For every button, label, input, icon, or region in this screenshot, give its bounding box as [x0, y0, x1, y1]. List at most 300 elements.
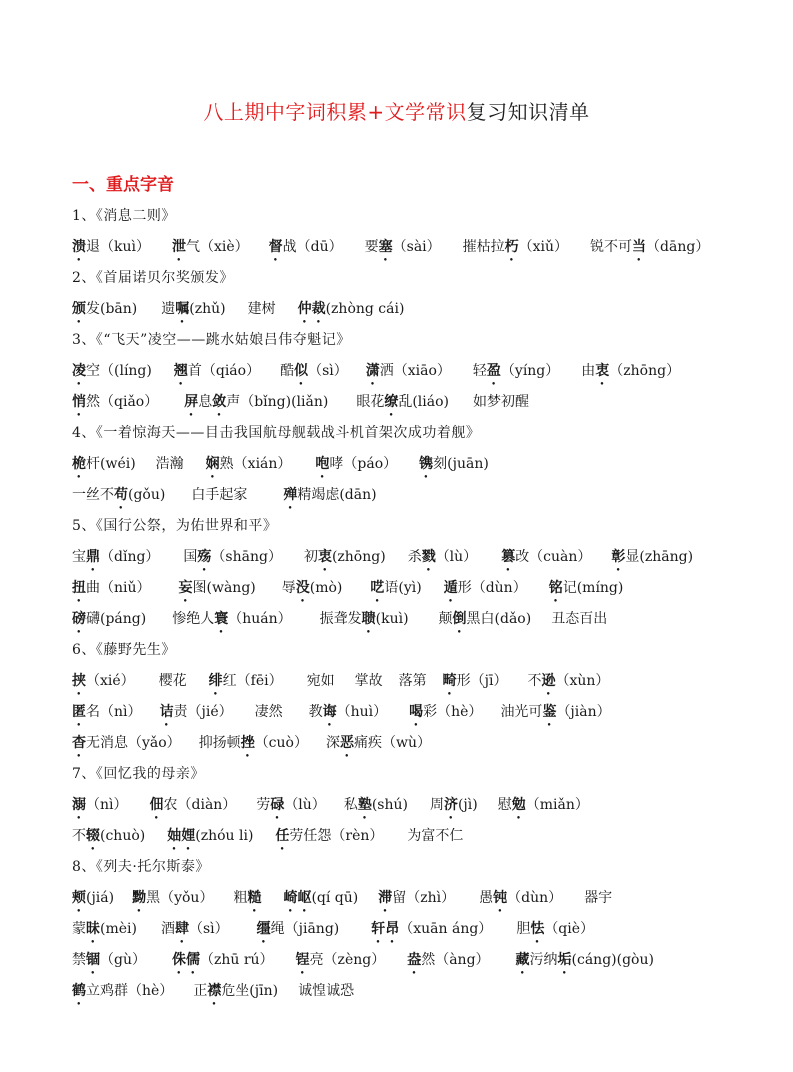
- key-character: 鉴: [542, 704, 557, 720]
- section-heading: 一、重点字音: [72, 175, 174, 195]
- key-character: 铭: [548, 580, 563, 596]
- key-character: 塾: [357, 797, 372, 813]
- item-text: （qiè）: [544, 921, 595, 937]
- key-character: 呓: [370, 580, 385, 596]
- item-text: 劳: [256, 797, 271, 813]
- item-text: 刻(juān): [433, 456, 489, 472]
- item-text: （xié）: [86, 673, 135, 689]
- vocabulary-item: [150, 790, 237, 821]
- vocabulary-row: [72, 542, 762, 573]
- vocabulary-item: [399, 666, 427, 697]
- key-character: 昂: [385, 921, 400, 937]
- vocabulary-item: [72, 387, 158, 418]
- item-text: (zhóu li): [195, 828, 254, 844]
- item-text: 立鸡群（hè）: [86, 983, 174, 999]
- item-text: 杀: [407, 549, 422, 565]
- key-character: 鹤: [72, 983, 86, 999]
- key-character: 潇: [365, 363, 380, 379]
- vocabulary-item: [298, 976, 354, 1007]
- item-text: （nì）: [86, 797, 128, 813]
- item-text: （zhū rú）: [199, 952, 274, 968]
- key-character: 喝: [409, 704, 424, 720]
- item-text: (qí qū): [311, 890, 359, 906]
- vocabulary-item: [320, 604, 409, 635]
- vocabulary-row: [72, 666, 762, 697]
- vocabulary-item: [255, 697, 283, 728]
- vocabulary-item: [296, 945, 386, 976]
- item-text: （gù）: [100, 952, 146, 968]
- item-text: 绳（jiāng): [270, 921, 340, 937]
- item-text: (cáng)(gòu): [571, 952, 654, 968]
- vocabulary-item: [72, 790, 128, 821]
- item-text: 留（zhì）: [392, 890, 456, 906]
- key-character: 屏: [184, 394, 199, 410]
- key-character: 衷: [317, 549, 332, 565]
- item-text: 正: [193, 983, 208, 999]
- vocabulary-item: [473, 356, 559, 387]
- item-text: 建树: [247, 301, 276, 317]
- item-text: 凄然: [254, 704, 283, 720]
- vocabulary-item: [191, 480, 247, 511]
- item-text: （miǎn）: [525, 797, 589, 813]
- vocabulary-row: [72, 883, 762, 914]
- item-text: (kuì): [375, 611, 409, 627]
- key-character: 仲裁: [297, 301, 326, 317]
- item-text: 浩瀚: [155, 456, 184, 472]
- item-text: 战（dū）: [282, 239, 343, 255]
- vocabulary-item: [72, 294, 137, 325]
- vocabulary-item: [371, 914, 492, 945]
- item-text: 曲（niǔ）: [86, 580, 151, 596]
- item-text: 痛疾（wù）: [353, 735, 431, 751]
- key-character: 殚: [283, 487, 298, 503]
- vocabulary-row: [72, 387, 762, 418]
- item-text: 摧枯拉: [462, 239, 505, 255]
- item-text: 图(wàng): [192, 580, 256, 596]
- item-text: 粗: [233, 890, 248, 906]
- item-text: 发(bān): [86, 301, 138, 317]
- vocabulary-item: [549, 573, 624, 604]
- key-character: 朽: [504, 239, 519, 255]
- vocabulary-item: [282, 573, 343, 604]
- vocabulary-item: [72, 542, 159, 573]
- item-text: (zhǔ): [189, 301, 226, 317]
- vocabulary-item: [498, 790, 589, 821]
- key-character: 妯娌: [167, 828, 196, 844]
- item-text: 要: [364, 239, 379, 255]
- vocabulary-item: [479, 883, 562, 914]
- item-text: 记(míng): [562, 580, 624, 596]
- item-text: 宛如: [306, 673, 335, 689]
- key-character: 匿: [72, 704, 86, 720]
- key-character: 肆: [174, 921, 189, 937]
- item-text: 礴(páng): [86, 611, 147, 627]
- key-character: 盈: [486, 363, 501, 379]
- vocabulary-item: [184, 387, 328, 418]
- vocabulary-item: [430, 790, 478, 821]
- vocabulary-item: [72, 604, 146, 635]
- vocabulary-item: [72, 728, 181, 759]
- vocabulary-item: [443, 666, 508, 697]
- item-text: 深: [325, 735, 340, 751]
- item-text: 危坐(jīn): [221, 983, 279, 999]
- item-text: 乱(liáo): [398, 394, 449, 410]
- item-text: 黑白(dǎo): [466, 611, 532, 627]
- key-character: 襟: [207, 983, 222, 999]
- item-text: 胆: [516, 921, 531, 937]
- item-text: 颠: [438, 611, 453, 627]
- item-text: （xùn）: [555, 673, 610, 689]
- item-text: (jì): [457, 797, 478, 813]
- key-character: 垢: [557, 952, 572, 968]
- item-text: 杆(wéi): [86, 456, 136, 472]
- item-text: （shāng）: [211, 549, 282, 565]
- key-character: 颊: [72, 890, 86, 906]
- vocabulary-item: [172, 232, 249, 263]
- vocabulary-item: [193, 976, 278, 1007]
- vocabulary-row: [72, 790, 762, 821]
- item-text: （jiàn）: [556, 704, 611, 720]
- key-character: 戮: [421, 549, 436, 565]
- key-character: 佃: [149, 797, 164, 813]
- item-text: （lù）: [435, 549, 478, 565]
- key-character: 侏儒: [171, 952, 200, 968]
- vocabulary-item: [179, 573, 256, 604]
- vocabulary-row: [72, 449, 762, 480]
- item-text: 樱花: [158, 673, 187, 689]
- vocabulary-item: [407, 945, 489, 976]
- lesson-heading: 5、《国行公祭，为佑世界和平》: [72, 518, 278, 534]
- key-character: 凌: [72, 363, 86, 379]
- key-character: 殇: [197, 549, 212, 565]
- vocabulary-item: [439, 604, 532, 635]
- vocabulary-item: [500, 697, 610, 728]
- key-character: 绯: [208, 673, 223, 689]
- vocabulary-item: [256, 790, 326, 821]
- item-text: （cuò）: [254, 735, 308, 751]
- key-character: 滞: [378, 890, 393, 906]
- item-text: 白手起家: [191, 487, 248, 503]
- vocabulary-item: [366, 356, 451, 387]
- item-text: （xiǔ）: [518, 239, 569, 255]
- title-highlight: 八上期中字词积累+文学常识: [203, 100, 467, 124]
- vocabulary-item: [174, 356, 260, 387]
- vocabulary-row: [72, 232, 762, 263]
- item-text: 眼花: [356, 394, 385, 410]
- vocabulary-item: [473, 387, 529, 418]
- item-text: 落第: [398, 673, 427, 689]
- item-text: 锐不可: [590, 239, 633, 255]
- item-text: (zhòng cái): [325, 301, 405, 317]
- item-text: 抑扬顿: [198, 735, 241, 751]
- item-text: 丑态百出: [551, 611, 608, 627]
- key-character: 磅: [72, 611, 86, 627]
- item-text: 私: [343, 797, 358, 813]
- item-text: 振聋发: [319, 611, 362, 627]
- vocabulary-item: [257, 914, 340, 945]
- vocabulary-item: [527, 666, 609, 697]
- key-character: 杳: [72, 735, 86, 751]
- vocabulary-item: [72, 821, 145, 852]
- key-character: 崎岖: [283, 890, 312, 906]
- item-text: 哮（páo）: [329, 456, 398, 472]
- vocabulary-item: [72, 480, 165, 511]
- item-text: 器宇: [584, 890, 613, 906]
- key-character: 没: [295, 580, 310, 596]
- key-character: 糙: [247, 890, 262, 906]
- key-character: 任: [275, 828, 290, 844]
- item-text: 语(yì): [384, 580, 422, 596]
- vocabulary-item: [283, 883, 358, 914]
- vocabulary-row: [72, 573, 762, 604]
- item-text: 掌故: [354, 673, 383, 689]
- key-character: 盎: [407, 952, 422, 968]
- vocabulary-item: [419, 449, 489, 480]
- item-text: 精竭虑(dān): [297, 487, 377, 503]
- vocabulary-item: [378, 883, 455, 914]
- item-text: 蒙: [72, 921, 86, 937]
- key-character: 扭: [72, 580, 86, 596]
- key-character: 缭: [384, 394, 399, 410]
- key-character: 当: [632, 239, 647, 255]
- vocabulary-item: [463, 232, 568, 263]
- item-text: 熟（xián）: [219, 456, 292, 472]
- item-text: （lù）: [284, 797, 326, 813]
- vocabulary-item: [370, 573, 421, 604]
- vocabulary-item: [209, 666, 283, 697]
- vocabulary-item: [72, 449, 136, 480]
- item-text: 首（qiáo）: [187, 363, 261, 379]
- key-character: 敛: [212, 394, 227, 410]
- lesson-heading: 7、《回忆我的母亲》: [72, 766, 205, 782]
- vocabulary-row: [72, 945, 762, 976]
- vocabulary-item: [365, 232, 441, 263]
- item-text: （zhōng）: [609, 363, 681, 379]
- key-character: 诲: [322, 704, 337, 720]
- item-text: 由: [581, 363, 596, 379]
- item-text: 然（àng）: [421, 952, 490, 968]
- item-text: 空（(líng): [86, 363, 152, 379]
- vocabulary-row: [72, 914, 762, 945]
- vocabulary-item: [132, 883, 213, 914]
- item-text: 国: [183, 549, 198, 565]
- vocabulary-item: [283, 480, 376, 511]
- key-character: 藏: [515, 952, 530, 968]
- item-text: 油光可: [500, 704, 543, 720]
- item-text: 然（qiǎo）: [86, 394, 159, 410]
- item-text: (jiá): [86, 890, 115, 906]
- item-text: 轻: [472, 363, 487, 379]
- item-text: (shú): [371, 797, 408, 813]
- vocabulary-item: [304, 542, 386, 573]
- vocabulary-item: [72, 356, 152, 387]
- key-character: 锢: [86, 952, 100, 968]
- vocabulary-row: [72, 976, 762, 1007]
- item-text: （dāng）: [646, 239, 710, 255]
- key-character: 遁: [443, 580, 458, 596]
- item-text: 责（jié）: [173, 704, 233, 720]
- item-text: 禁: [72, 952, 86, 968]
- item-text: 初: [303, 549, 318, 565]
- item-text: 不: [72, 828, 86, 844]
- vocabulary-item: [72, 883, 114, 914]
- vocabulary-item: [326, 728, 431, 759]
- key-character: 钝: [493, 890, 508, 906]
- vocabulary-item: [269, 232, 343, 263]
- vocabulary-item: [275, 821, 383, 852]
- item-text: 气（xiè）: [185, 239, 249, 255]
- vocabulary-item: [248, 294, 276, 325]
- vocabulary-item: [72, 914, 137, 945]
- key-character: 泄: [171, 239, 186, 255]
- item-text: 愚: [479, 890, 494, 906]
- vocabulary-row: [72, 697, 762, 728]
- vocabulary-row: [72, 356, 762, 387]
- vocabulary-item: [444, 573, 527, 604]
- vocabulary-item: [72, 697, 142, 728]
- vocabulary-item: [72, 976, 173, 1007]
- item-text: 劳任怨（rèn）: [289, 828, 384, 844]
- item-text: 慰: [497, 797, 512, 813]
- item-text: 名（nì）: [86, 704, 142, 720]
- item-text: 酒: [160, 921, 175, 937]
- lesson-heading: 8、《列夫·托尔斯泰》: [72, 859, 210, 875]
- item-text: （huì）: [336, 704, 388, 720]
- key-character: 翘: [173, 363, 188, 379]
- vocabulary-item: [167, 821, 253, 852]
- item-text: 宝: [72, 549, 86, 565]
- item-text: 退（kuì）: [86, 239, 150, 255]
- key-character: 妄: [178, 580, 193, 596]
- key-character: 挫: [240, 735, 255, 751]
- vocabulary-item: [298, 294, 405, 325]
- vocabulary-item: [551, 604, 607, 635]
- key-character: 督: [268, 239, 283, 255]
- item-text: 辱: [281, 580, 296, 596]
- item-text: (mò): [309, 580, 343, 596]
- title-rest: 复习知识清单: [466, 100, 590, 124]
- item-text: （dǐng）: [100, 549, 160, 565]
- document-title: [0, 96, 793, 125]
- key-character: 寰: [214, 611, 229, 627]
- item-text: (chuò): [100, 828, 146, 844]
- vocabulary-row: [72, 480, 762, 511]
- vocabulary-item: [280, 356, 348, 387]
- item-text: 黑（yǒu）: [146, 890, 214, 906]
- lesson-heading: 1、《消息二则》: [72, 208, 176, 224]
- key-character: 挟: [72, 673, 86, 689]
- vocabulary-item: [355, 666, 383, 697]
- key-character: 咆: [315, 456, 330, 472]
- key-character: 畸: [442, 673, 457, 689]
- vocabulary-item: [172, 945, 274, 976]
- item-text: 为富不仁: [407, 828, 464, 844]
- item-text: 诚惶诚恐: [298, 983, 355, 999]
- lesson-heading: 2、《首届诺贝尔奖颁发》: [72, 270, 234, 286]
- vocabulary-item: [584, 883, 612, 914]
- key-character: 逊: [541, 673, 556, 689]
- key-character: 济: [443, 797, 458, 813]
- key-character: 轩: [371, 921, 386, 937]
- item-text: （sì）: [308, 363, 348, 379]
- key-character: 嘱: [175, 301, 190, 317]
- key-character: 似: [294, 363, 309, 379]
- vocabulary-item: [72, 666, 135, 697]
- vocabulary-item: [407, 821, 463, 852]
- vocabulary-row: [72, 728, 762, 759]
- item-text: (gǒu): [128, 487, 166, 503]
- vocabulary-item: [307, 666, 335, 697]
- item-text: 农（diàn）: [163, 797, 237, 813]
- item-text: 遗: [161, 301, 176, 317]
- item-text: （sì）: [188, 921, 229, 937]
- vocabulary-item: [161, 914, 229, 945]
- vocabulary-item: [356, 387, 449, 418]
- key-character: 悄: [72, 394, 86, 410]
- vocabulary-item: [72, 232, 150, 263]
- vocabulary-item: [172, 604, 291, 635]
- item-text: 红（fēi）: [222, 673, 283, 689]
- item-text: 无消息（yǎo）: [86, 735, 181, 751]
- vocabulary-item: [233, 883, 261, 914]
- item-text: 酷: [280, 363, 295, 379]
- lesson-heading: 3、《“飞天”凌空——跳水姑娘吕伟夺魁记》: [72, 332, 351, 348]
- item-text: 洒（xiāo）: [379, 363, 451, 379]
- key-character: 镌: [419, 456, 434, 472]
- item-text: （sài）: [392, 239, 441, 255]
- item-text: （huán）: [228, 611, 292, 627]
- key-character: 怯: [530, 921, 545, 937]
- key-character: 锃: [295, 952, 310, 968]
- item-text: 改（cuàn）: [515, 549, 592, 565]
- item-text: 声（bǐng)(liǎn): [226, 394, 329, 410]
- vocabulary-item: [160, 697, 233, 728]
- item-text: 息: [198, 394, 213, 410]
- vocabulary-item: [72, 945, 146, 976]
- item-text: (zhōng): [331, 549, 386, 565]
- key-character: 塞: [378, 239, 393, 255]
- vocabulary-item: [590, 232, 709, 263]
- lesson-heading: 6、《藤野先生》: [72, 642, 176, 658]
- vocabulary-item: [161, 294, 225, 325]
- item-text: （xuān áng）: [399, 921, 493, 937]
- vocabulary-item: [72, 573, 151, 604]
- item-text: （dùn）: [507, 890, 563, 906]
- lesson-heading: 4、《一着惊海天——目击我国航母舰载战斗机首架次成功着舰》: [72, 425, 481, 441]
- item-text: 形（jī）: [456, 673, 508, 689]
- key-character: 娴: [205, 456, 220, 472]
- vocabulary-list: [72, 201, 762, 1007]
- key-character: 勉: [511, 797, 526, 813]
- key-character: 恶: [339, 735, 354, 751]
- vocabulary-item: [344, 790, 408, 821]
- vocabulary-item: [199, 728, 308, 759]
- key-character: 聩: [361, 611, 376, 627]
- vocabulary-item: [156, 449, 184, 480]
- item-text: 不: [527, 673, 542, 689]
- key-character: 倒: [452, 611, 467, 627]
- vocabulary-item: [516, 914, 594, 945]
- vocabulary-row: [72, 604, 762, 635]
- vocabulary-item: [206, 449, 292, 480]
- vocabulary-item: [408, 542, 478, 573]
- key-character: 鼎: [86, 549, 100, 565]
- item-text: 彩（hè）: [423, 704, 483, 720]
- key-character: 碌: [270, 797, 285, 813]
- vocabulary-item: [309, 697, 388, 728]
- key-character: 颁: [72, 301, 86, 317]
- vocabulary-row: [72, 294, 762, 325]
